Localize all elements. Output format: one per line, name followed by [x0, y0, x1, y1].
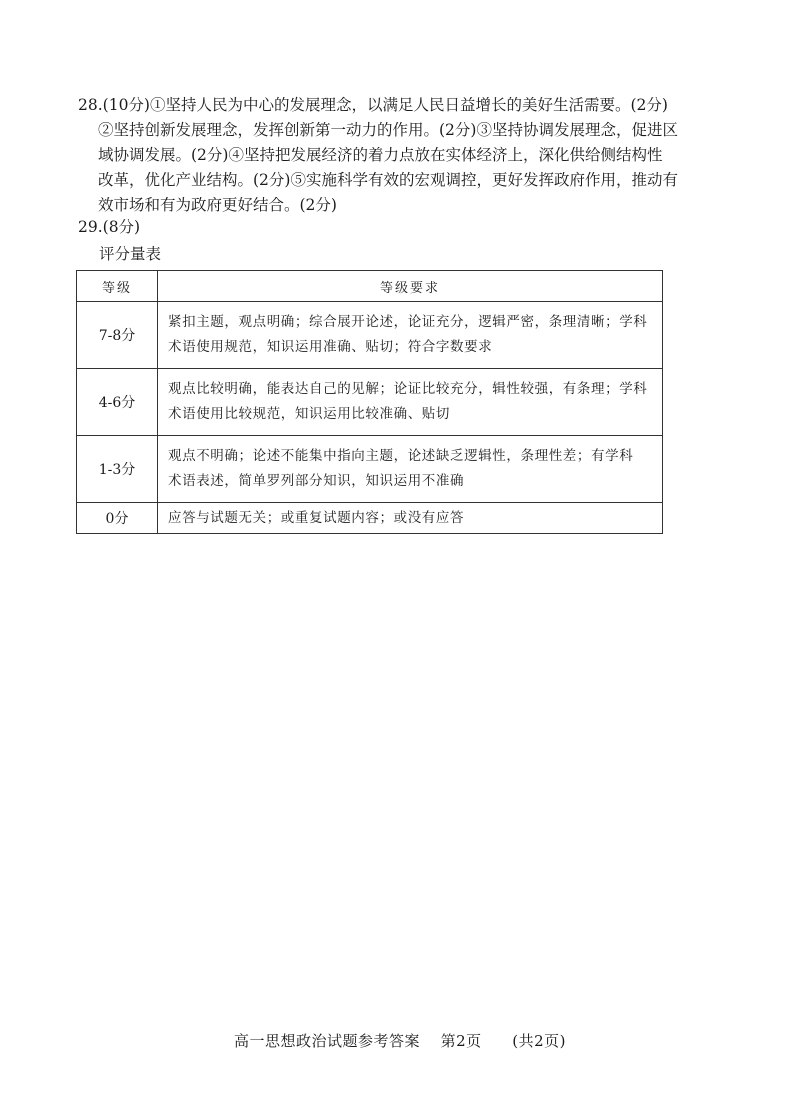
footer-title: 高一思想政治试题参考答案	[234, 1032, 421, 1050]
rubric-level-cell: 4-6分	[77, 369, 158, 436]
rubric-title: 评分量表	[99, 245, 162, 263]
table-row	[77, 369, 663, 436]
requirement-line: 术语使用比较规范，知识运用比较准确、贴切	[168, 406, 450, 422]
rubric-requirement-cell	[158, 436, 663, 503]
q28-line-1-text: (10分)①坚持人民为中心的发展理念，以满足人民日益增长的美好生活需要。(2分)	[102, 96, 668, 114]
table-row	[77, 302, 663, 369]
requirement-line: 应答与试题无关；或重复试题内容；或没有应答	[168, 509, 465, 526]
rubric-requirement-cell	[158, 369, 663, 436]
q28-line-5: 效市场和有为政府更好结合。(2分)	[98, 196, 337, 214]
requirement-line: 紧扣主题，观点明确；综合展开论述，论证充分，逻辑严密，条理清晰；学科	[168, 314, 648, 330]
table-row	[77, 436, 663, 503]
q28-line-4: 改革，优化产业结构。(2分)⑤实施科学有效的宏观调控，更好发挥政府作用，推动有	[98, 171, 678, 189]
table-row	[77, 503, 663, 534]
rubric-requirement-cell	[158, 302, 663, 369]
rubric-requirement-cell	[158, 503, 663, 534]
rubric-header-requirement: 等级要求	[158, 271, 663, 302]
rubric-header-row	[77, 271, 663, 302]
question-29-label: 29.(8分)	[78, 218, 141, 236]
page-footer	[0, 1030, 800, 1051]
footer-total-pages: (共2页)	[512, 1032, 566, 1050]
question-28-answer	[78, 93, 678, 218]
requirement-line: 观点比较明确，能表达自己的见解；论证比较充分，辑性较强，有条理；学科	[168, 381, 648, 397]
q28-number: 28.	[78, 96, 103, 114]
q28-line-2: ②坚持创新发展理念，发挥创新第一动力的作用。(2分)③坚持协调发展理念，促进区	[98, 121, 678, 139]
rubric-level-cell: 7-8分	[77, 302, 158, 369]
rubric-level-cell: 1-3分	[77, 436, 158, 503]
q28-line-3: 域协调发展。(2分)④坚持把发展经济的着力点放在实体经济上，深化供给侧结构性	[98, 146, 663, 164]
requirement-line: 术语使用规范，知识运用准确、贴切；符合字数要求	[168, 339, 493, 355]
rubric-level-cell: 0分	[77, 503, 158, 534]
footer-page-number: 第2页	[440, 1032, 482, 1050]
requirement-line: 观点不明确；论述不能集中指向主题，论述缺乏逻辑性，条理性差；有学科	[168, 448, 634, 464]
rubric-table	[76, 270, 663, 534]
requirement-line: 术语表述，简单罗列部分知识，知识运用不准确	[168, 473, 465, 489]
rubric-header-level: 等级	[77, 271, 158, 302]
q28-line-1	[78, 93, 678, 118]
